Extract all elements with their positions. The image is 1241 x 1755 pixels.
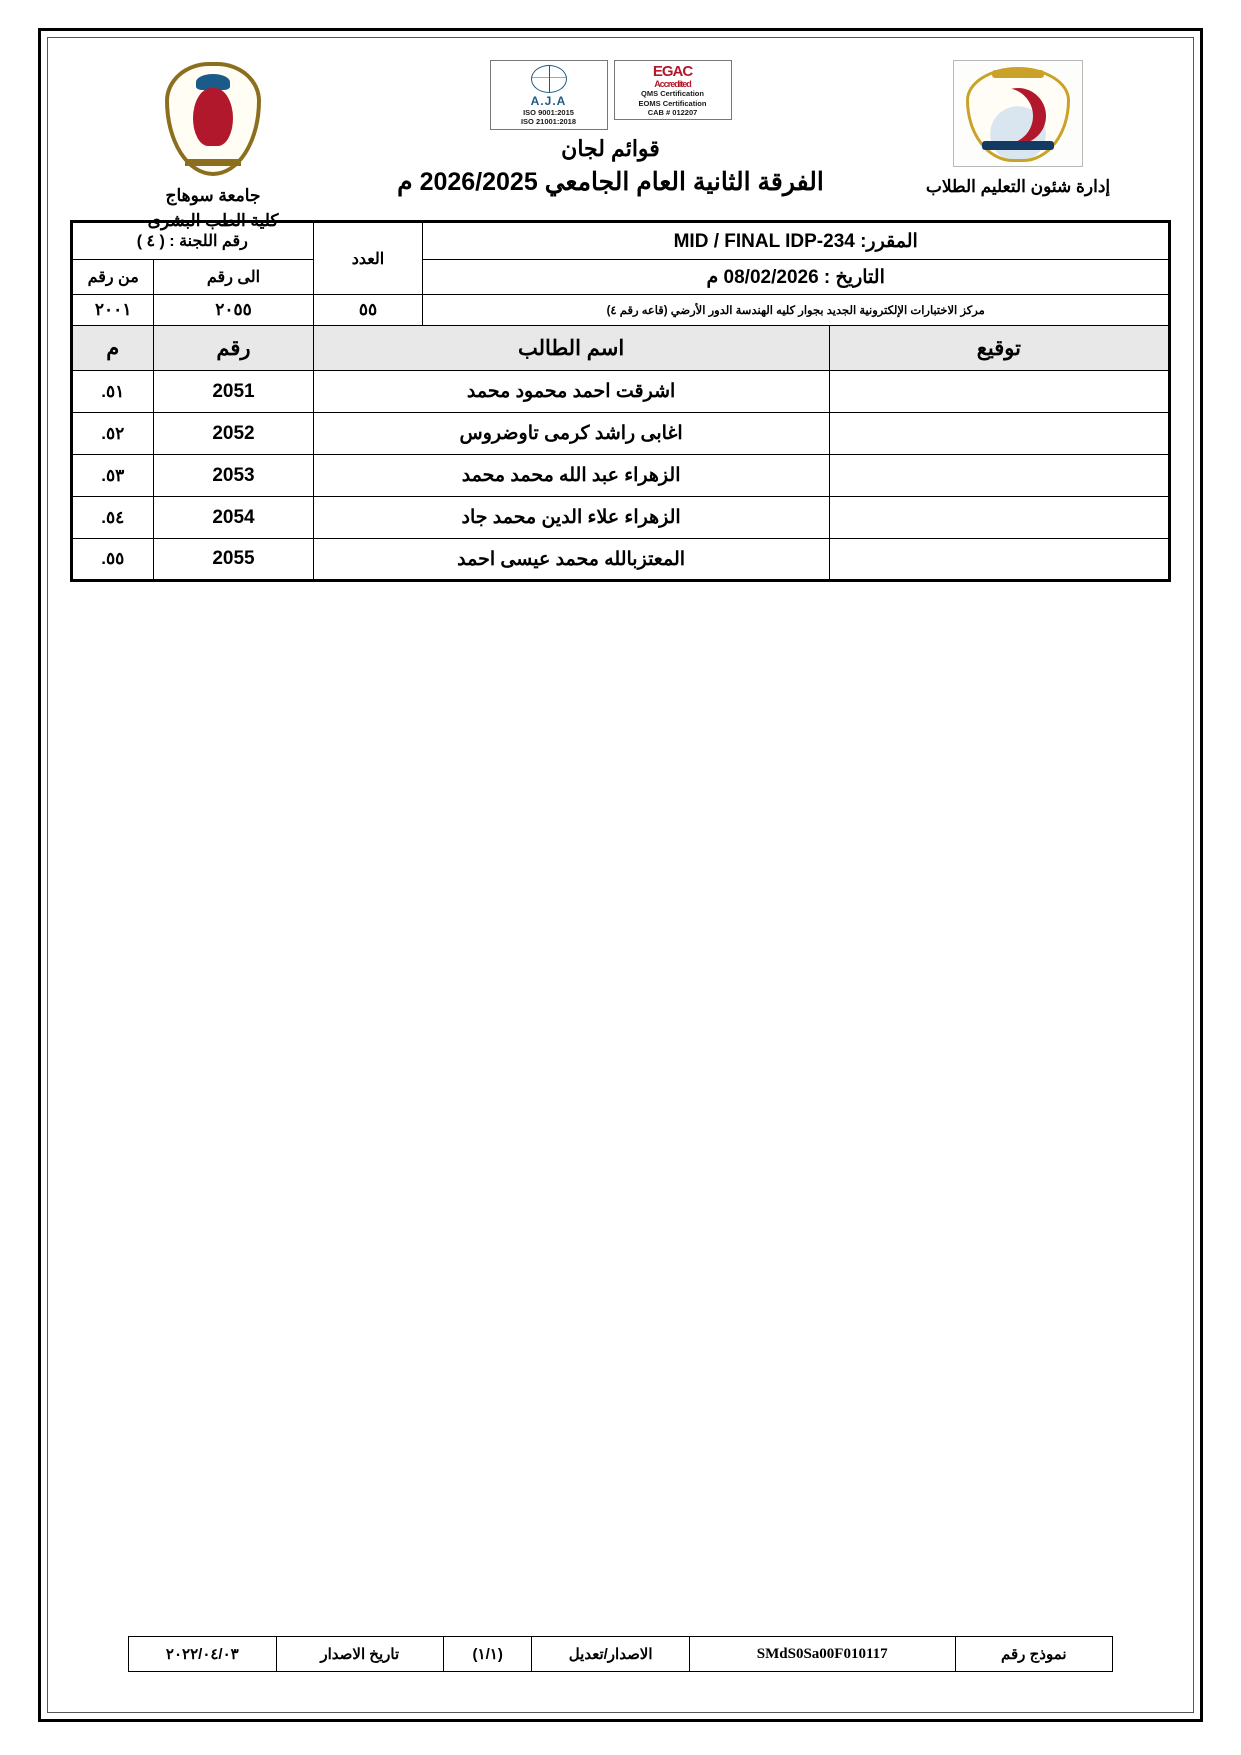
revision-label: الاصدار/تعديل [532,1637,689,1672]
aja-line-2: ISO 21001:2018 [520,117,577,127]
signature-cell[interactable] [829,413,1169,455]
student-name-cell: اشرقت احمد محمود محمد [313,371,829,413]
student-name-cell: الزهراء علاء الدين محمد جاد [313,497,829,539]
student-number-cell: 2055 [154,539,313,581]
row-index-cell: ٥٥. [72,539,154,581]
info-row-course [72,222,1170,260]
document-header [48,38,1193,230]
place-cell: مركز الاختبارات الإلكترونية الجديد بجوار كليه الهندسة الدور الأرضي (قاعه رقم ٤) [423,295,1170,326]
from-number-value: ٢٠٠١ [72,295,154,326]
student-number-cell: 2053 [154,455,313,497]
column-header-number: رقم [154,326,313,371]
to-number-label: الى رقم [154,260,313,295]
table-row [72,371,1170,413]
count-value: ٥٥ [313,295,423,326]
date-cell [423,260,1170,295]
info-row-place [72,295,1170,326]
form-number-label: نموذج رقم [955,1637,1112,1672]
info-row-date [72,260,1170,295]
issue-date-value: ٢٠٢٢/٠٤/٠٣ [129,1637,277,1672]
signature-cell[interactable] [829,371,1169,413]
student-number-cell: 2052 [154,413,313,455]
university-block [78,60,348,233]
page-inner-border [47,37,1194,1713]
university-line-2: كلية الطب البشرى [147,210,279,230]
table-row [72,413,1170,455]
table-header-row [72,326,1170,371]
row-index-cell: ٥٢. [72,413,154,455]
count-label: العدد [313,222,423,295]
student-name-cell: المعتزبالله محمد عيسى احمد [313,539,829,581]
signature-cell[interactable] [829,497,1169,539]
egac-logo-icon [620,64,726,89]
certification-logos [396,60,826,130]
egac-logo-sub: Accredited [654,78,691,89]
table-row [72,455,1170,497]
egac-certification-badge [614,60,732,120]
issue-date-label: تاريخ الاصدار [276,1637,443,1672]
document-footer [128,1636,1113,1672]
to-number-value: ٢٠٥٥ [154,295,313,326]
revision-value: (١/١) [443,1637,532,1672]
egac-line-3: CAB # 012207 [647,107,698,117]
university-crest-icon [159,60,267,178]
aja-line-1: ISO 9001:2015 [523,108,574,117]
footer-table [128,1636,1113,1672]
signature-cell[interactable] [829,455,1169,497]
document-subtitle: الفرقة الثانية العام الجامعي 2026/2025 م [397,167,824,196]
table-row [72,497,1170,539]
committee-number: رقم اللجنة : ( ٤ ) [72,222,314,260]
column-header-index: م [72,326,154,371]
faculty-block [873,60,1163,197]
document-title: قوائم لجان [561,135,660,161]
faculty-logo-icon [953,60,1083,167]
column-header-student-name: اسم الطالب [313,326,829,371]
student-name-cell: الزهراء عبد الله محمد محمد [313,455,829,497]
date-label: التاريخ : [823,266,885,288]
aja-certification-badge [490,60,608,130]
committee-table [70,220,1171,582]
footer-row [129,1637,1113,1672]
egac-logo-text: EGAC [652,63,693,80]
aja-logo-text: A.J.A [530,94,567,108]
table-row [72,539,1170,581]
egac-line-1: QMS Certification [641,89,704,99]
signature-cell[interactable] [829,539,1169,581]
date-value: 08/02/2026 م [706,266,819,288]
course-label: المقرر: [860,230,918,252]
university-line-1: جامعة سوهاج [165,186,261,205]
form-number-value: SMdS0Sa00F010117 [689,1637,955,1672]
student-name-cell: اغابى راشد كرمى تاوضروس [313,413,829,455]
row-index-cell: ٥١. [72,371,154,413]
student-number-cell: 2054 [154,497,313,539]
column-header-signature: توقيع [829,326,1169,371]
egac-line-2: EOMS Certification [638,98,707,108]
course-value: MID / FINAL IDP-234 [673,230,855,252]
globe-icon [531,65,567,93]
document-page [38,28,1203,1722]
row-index-cell: ٥٤. [72,497,154,539]
student-number-cell: 2051 [154,371,313,413]
course-cell [423,222,1170,260]
department-name: إدارة شئون التعليم الطلاب [925,177,1111,196]
from-number-label: من رقم [72,260,154,295]
title-block [396,60,826,200]
row-index-cell: ٥٣. [72,455,154,497]
